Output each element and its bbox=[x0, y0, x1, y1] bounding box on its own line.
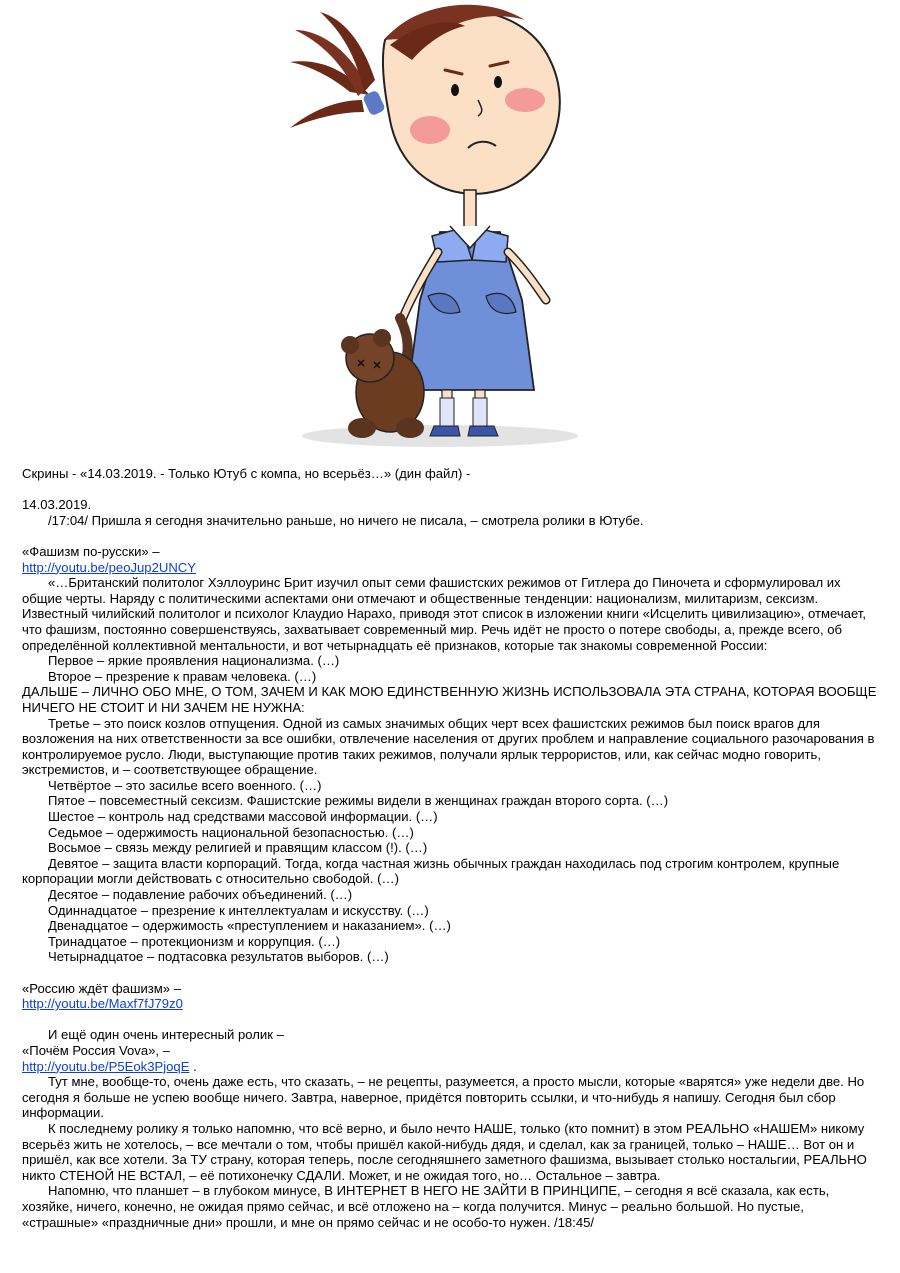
video1-quote: «…Британский политолог Хэллоуринс Брит изучил опыт семи фашистских режимов от Гитлера до Пиночета и сформулировал их общие черты. Наряду с политическими аспектами они отмечают и общественные тенденции: национализм, милитаризм, сексизм. Известный чилийский политолог и психолог Клаудио Нарахо, приводя этот список в изложении книги «Исцелить цивилизацию», отмечает, что фашизм, постоянно совершенствуясь, захватывает современный мир. Речь идёт не просто о потере свободы, а, прежде всего, об определённой коллективной ментальности, и вот четырнадцать её признаков, которые так знакомы современной России: bbox=[22, 575, 866, 653]
document-header: Скрины - «14.03.2019. - Только Ютуб с компа, но всерьёз…» (дин файл) - bbox=[22, 466, 471, 481]
closing-paragraph-2: К последнему ролику я только напомню, что всё верно, и было нечто НАШЕ, только (кто помнит) в этом РЕАЛЬНО «НАШЕМ» никому всерьёз жить не хотелось, – все мечтали о том, чтобы пришёл какой-нибудь дядя, и сделал, как за границей, только – НАШЕ… Вот он и пришёл, как все хотели. За ТУ страну, которая теперь, после сегодняшнего заметного фашизма, вызывает столько ностальгии, РЕАЛЬНО никто СТЕНОЙ НЕ ВСТАЛ, – её потихонечку СДАЛИ. Может, и не ожидая того, но… Остальное – завтра. bbox=[22, 1120, 867, 1183]
video3-intro: И ещё один очень интересный ролик – bbox=[48, 1027, 284, 1043]
sign-14: Четырнадцатое – подтасовка результатов выборов. (…) bbox=[48, 949, 389, 965]
video3-title: «Почём Россия Vova», – bbox=[22, 1042, 170, 1058]
video2-link[interactable]: http://youtu.be/Maxf7fJ79z0 bbox=[22, 996, 183, 1012]
sign-12: Двенадцатое – одержимость «преступлением и наказанием». (…) bbox=[48, 918, 451, 934]
sign-4: Четвёртое – это засилье всего военного. (…) bbox=[48, 777, 322, 793]
video3-link[interactable]: http://youtu.be/P5Eok3PjoqE bbox=[22, 1058, 190, 1074]
sign-1: Первое – яркие проявления национализма. (…) bbox=[48, 653, 340, 669]
entry-intro: /17:04/ Пришла я сегодня значительно раньше, но ничего не писала, – смотрела ролики в Ютубе. bbox=[48, 512, 644, 528]
closing-paragraph-3: Напомню, что планшет – в глубоком минусе, В ИНТЕРНЕТ В НЕГО НЕ ЗАЙТИ В ПРИНЦИПЕ, – сегодня я всё сказала, как есть, хозяйке, ничего, конечно, не ожидая прямо сейчас, и всё отложено на – когда получится. Минус – реально большой. Но пустые, «страшные» «праздничные дни» прошли, и мне он прямо сейчас и не особо-то нужен. /18:45/ bbox=[22, 1183, 830, 1230]
sign-9: Девятое – защита власти корпораций. Тогда, когда частная жизнь обычных граждан находилась под строгим контролем, крупные корпорации могли действовать с относительно свободой. (…) bbox=[22, 855, 840, 887]
video1-title: «Фашизм по-русски» – bbox=[22, 543, 160, 559]
sad-girl-with-teddy-bear-illustration bbox=[250, 0, 590, 455]
sign-11: Одиннадцатое – презрение к интеллектуалам и искусству. (…) bbox=[48, 902, 429, 918]
document-body bbox=[22, 466, 882, 1230]
closing-paragraph-1: Тут мне, вообще-то, очень даже есть, что сказать, – не рецепты, разумеется, а просто мысли, которые «варятся» уже недели две. Но сегодня я больше не успею вообще ничего. Завтра, наверное, придётся повторить ссылки, и что-нибудь я напишу. Сегодня был сбор информации. bbox=[22, 1074, 865, 1121]
caps-note: ДАЛЬШЕ – ЛИЧНО ОБО МНЕ, О ТОМ, ЗАЧЕМ И КАК МОЮ ЕДИНСТВЕННУЮ ЖИЗНЬ ИСПОЛЬЗОВАЛА ЭТА СТРАНА, КОТОРАЯ ВООБЩЕ НИЧЕГО НЕ СТОИТ И НИ ЗАЧЕМ НЕ НУЖНА: bbox=[22, 684, 877, 715]
sign-8: Восьмое – связь между религией и правящим классом (!). (…) bbox=[48, 840, 428, 856]
entry-date: 14.03.2019. bbox=[22, 497, 92, 513]
sign-7: Седьмое – одержимость национальной безопасностью. (…) bbox=[48, 824, 414, 840]
sign-6: Шестое – контроль над средствами массовой информации. (…) bbox=[48, 809, 438, 825]
sign-5: Пятое – повсеместный сексизм. Фашистские режимы видели в женщинах граждан второго сорта. (…) bbox=[48, 793, 669, 809]
video2-title: «Россию ждёт фашизм» – bbox=[22, 980, 181, 996]
sign-13: Тринадцатое – протекционизм и коррупция. (…) bbox=[48, 933, 341, 949]
sign-10: Десятое – подавление рабочих объединений. (…) bbox=[48, 887, 353, 903]
sign-3: Третье – это поиск козлов отпущения. Одной из самых значимых общих черт всех фашистских режимов был поиск врагов для возложения на них ответственности за все ошибки, отвлечение населения от других проблем и направление социального разочарования в контролируемое русло. Люди, выступающие против таких режимов, получали ярлык террористов, или, как сейчас модно говорить, экстремистов, и – соответствующее обращение. bbox=[22, 715, 875, 778]
video3-link-suffix: . bbox=[189, 1058, 197, 1074]
video1-link[interactable]: http://youtu.be/peoJup2UNCY bbox=[22, 559, 196, 575]
sign-2: Второе – презрение к правам человека. (…) bbox=[48, 668, 317, 684]
